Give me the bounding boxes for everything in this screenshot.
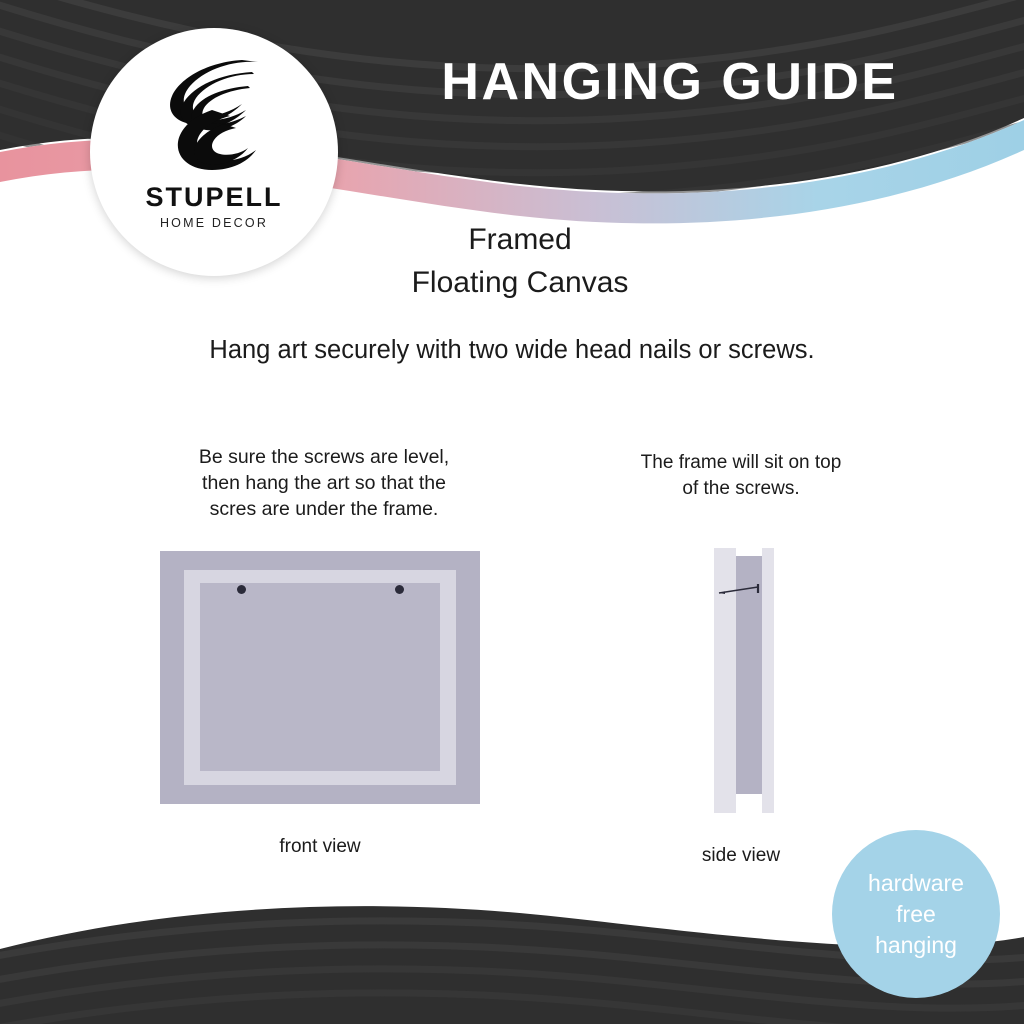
page-title: HANGING GUIDE (441, 53, 899, 111)
side-view-caption (592, 450, 890, 502)
canvas-surface (200, 583, 440, 771)
front-view-caption (150, 444, 498, 522)
stupell-swirl-mark (154, 54, 274, 176)
main-instruction: Hang art securely with two wide head nails or screws. (209, 336, 815, 364)
product-name-line-2: Floating Canvas (411, 266, 629, 299)
front-view-label: front view (279, 836, 361, 857)
product-name-line-1: Framed (468, 223, 572, 256)
front-view-diagram (160, 551, 480, 804)
side-view-caption-line-2: of the screws. (682, 478, 800, 499)
side-view-label: side view (701, 845, 781, 866)
side-view-caption-line-1: The frame will sit on top (640, 452, 842, 473)
badge-line-2: free (896, 900, 936, 927)
logo-subtitle: HOME DECOR (159, 216, 269, 230)
screw-icon (718, 584, 762, 594)
badge-line-3: hanging (875, 931, 957, 958)
badge-line-1: hardware (868, 869, 964, 896)
front-view-caption-line-3: scres are under the frame. (209, 498, 439, 520)
front-view-caption-line-2: then hang the art so that the (202, 472, 446, 494)
screw-dot-right (395, 585, 404, 594)
frame-back-edge (762, 548, 774, 813)
stupell-logo-badge (90, 28, 338, 276)
logo-wordmark: STUPELL (145, 182, 283, 212)
hardware-free-badge (832, 830, 1000, 998)
product-name (330, 218, 710, 304)
front-view-caption-line-1: Be sure the screws are level, (198, 446, 450, 468)
side-view-diagram (710, 548, 790, 813)
screw-dot-left (237, 585, 246, 594)
